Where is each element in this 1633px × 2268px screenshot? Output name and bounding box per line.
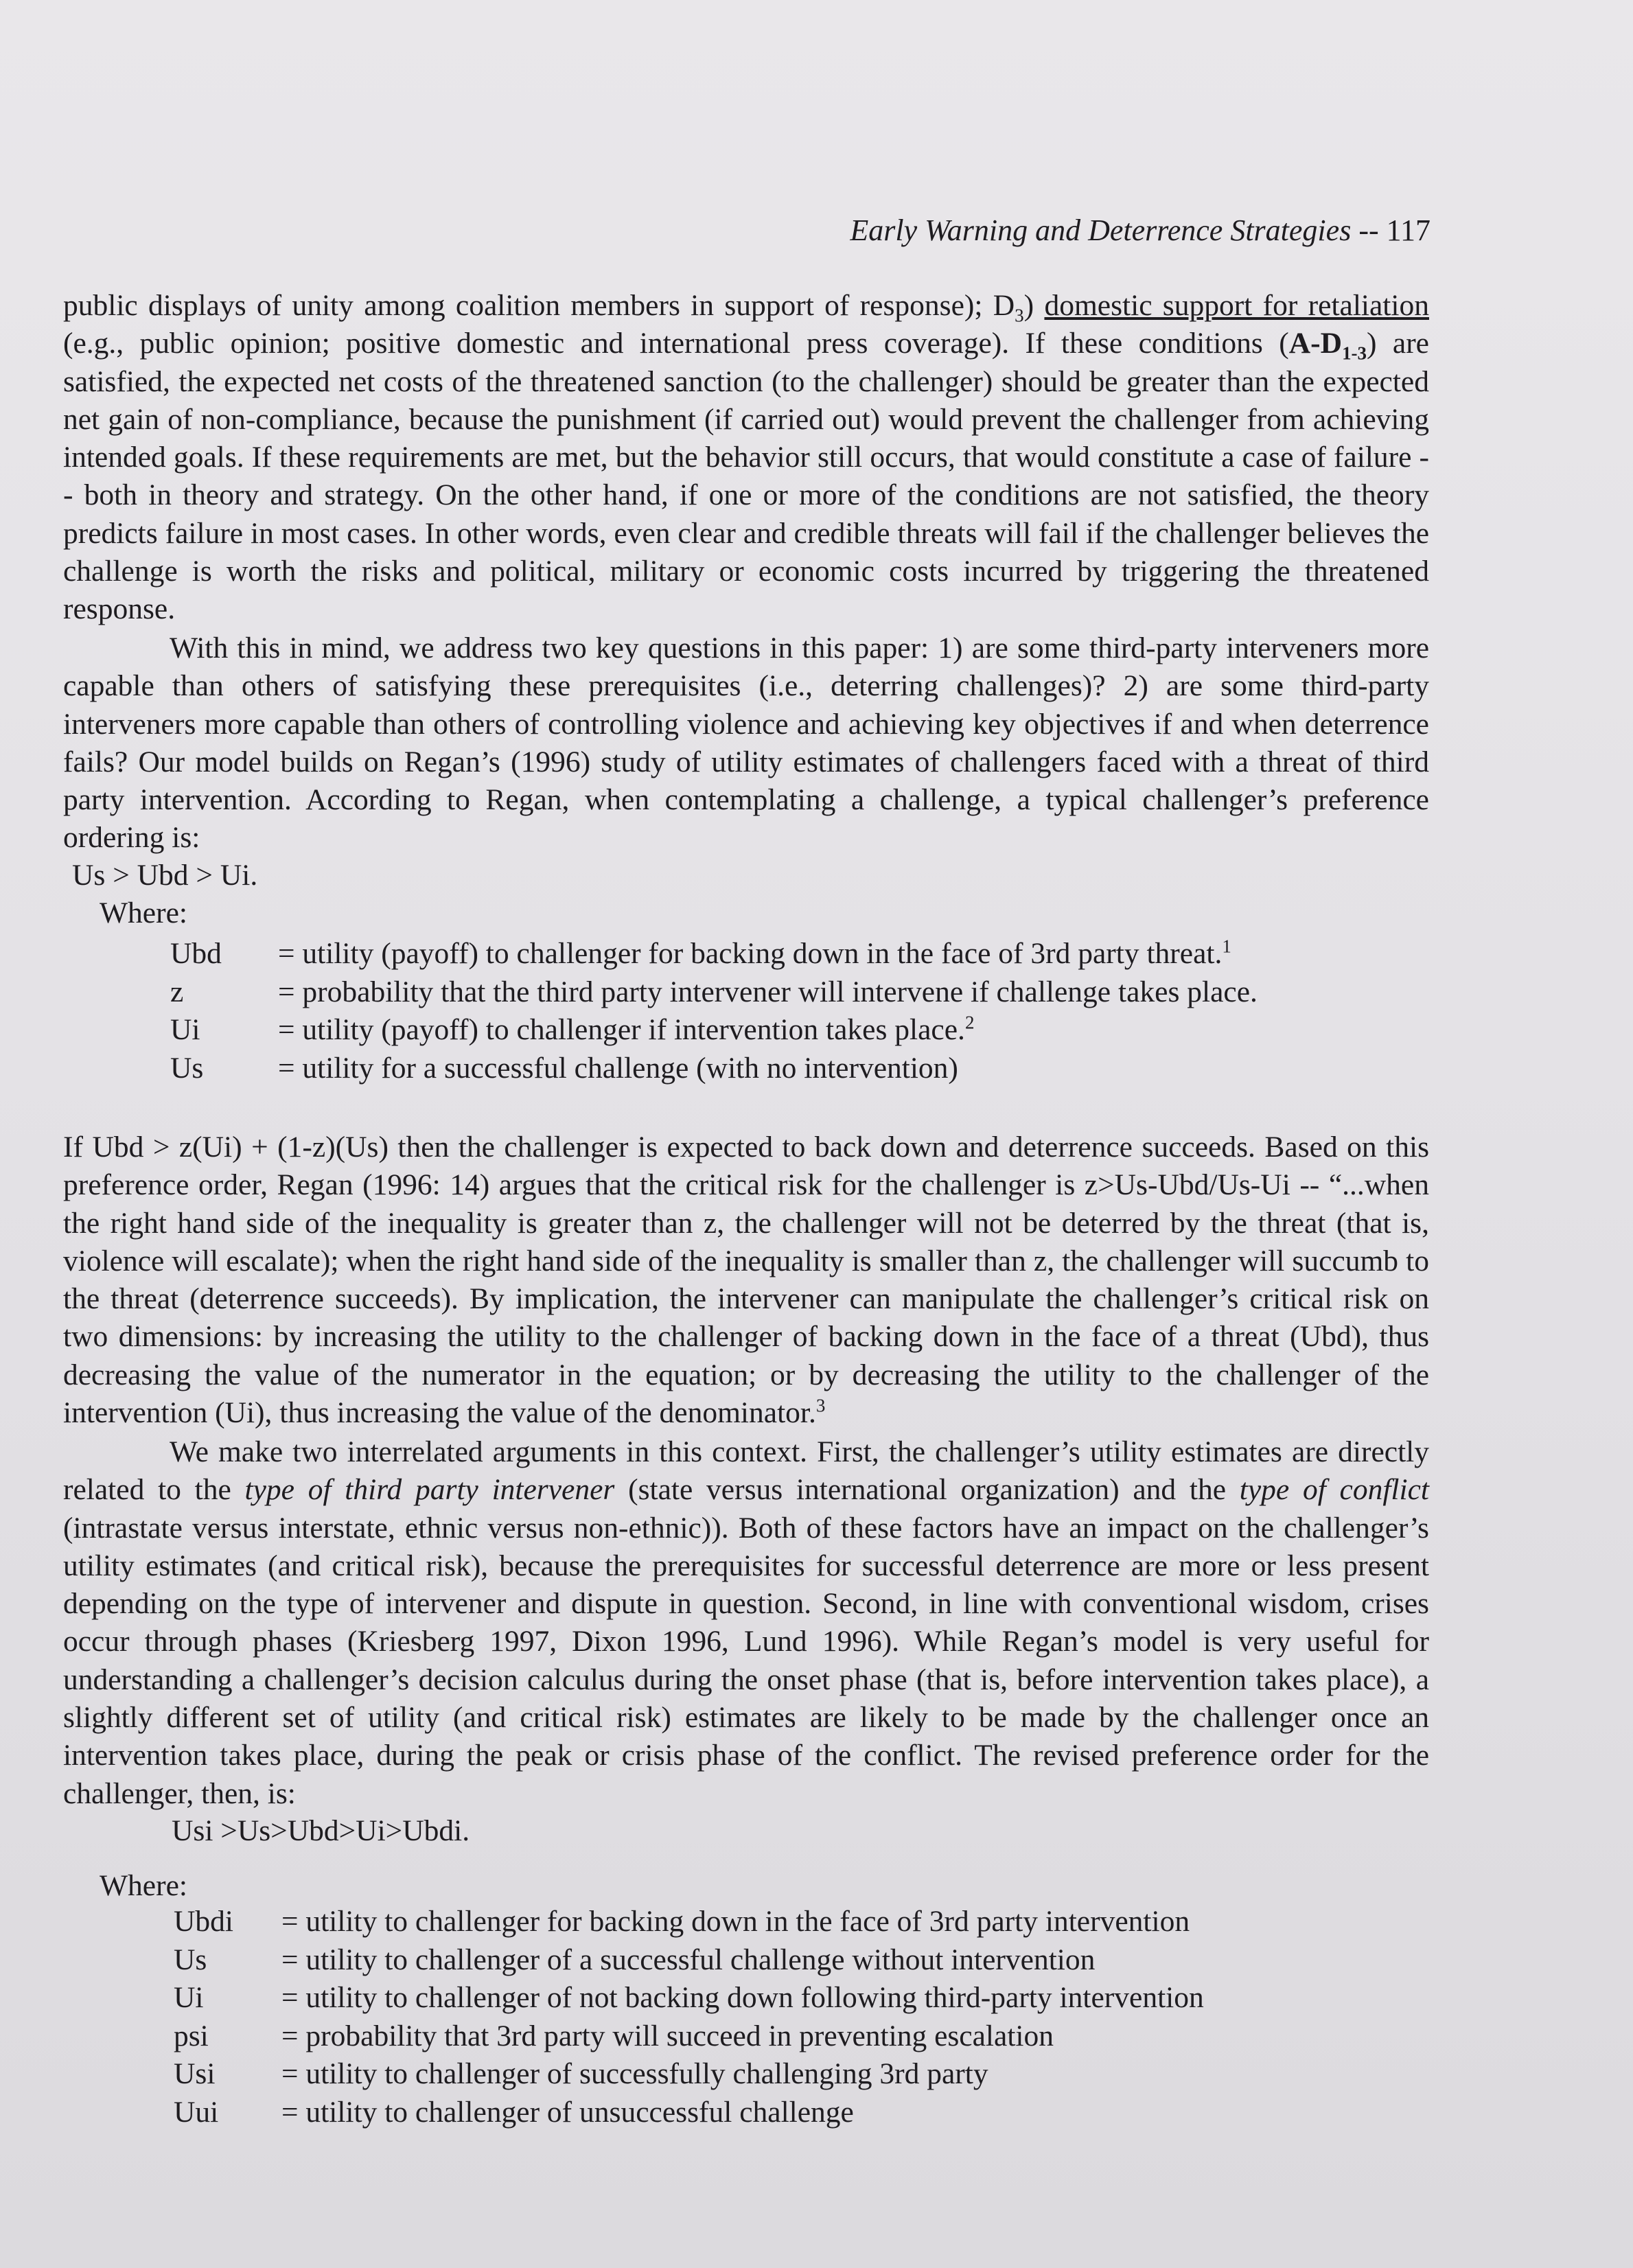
definition-row — [174, 2094, 1409, 2132]
p3-text: If Ubd > z(Ui) + (1-z)(Us) then the challenger is expected to back down and deterrence succeeds. Based on this preference order, Regan (1996: 14) argues that the critical risk for the challenger is z>Us-Ubd/Us-Ui -- “...when the right hand side of the inequality is greater than z, the challenger will not be deterred by the threat (that is, violence will escalate); when the right hand side of the inequality is smaller than z, the challenger will succumb to the threat (deterrence succeeds). By implication, the intervener can manipulate the challenger’s critical risk on two dimensions: by increasing the utility to the challenger of backing down in the face of a threat (Ubd), thus decreasing the value of the numerator in the equation; or by decreasing the utility to the challenger of the intervention (Ui), thus increasing the value of the denominator. — [63, 1131, 1429, 1430]
definition-symbol: psi — [174, 2019, 209, 2052]
definition-symbol: Ubdi — [174, 1905, 233, 1938]
page-number: 117 — [1386, 213, 1431, 247]
definition-symbol: Us — [170, 1051, 204, 1085]
definition-meaning-text: = utility (payoff) to challenger if intervention takes place. — [278, 1013, 965, 1046]
definition-row — [170, 935, 1406, 973]
p1-bold-sub: 1-3 — [1342, 343, 1367, 364]
definition-symbol: Us — [174, 1943, 207, 1976]
p1-text-c: (e.g., public opinion; positive domestic and international press coverage). If these conditions ( — [63, 327, 1289, 360]
p1-bold-label: A-D — [1288, 327, 1343, 360]
paragraph-3 — [63, 1129, 1429, 1432]
p1-text-a: public displays of unity among coalition members in support of response); D — [63, 289, 1015, 322]
definition-meaning: = utility to challenger of unsuccessful challenge — [281, 2095, 854, 2129]
definition-row — [170, 1011, 1406, 1050]
preference-ordering-2: Usi >Us>Ubd>Ui>Ubdi. — [172, 1814, 470, 1847]
definition-row — [174, 1903, 1409, 1941]
p4-text-c: (intrastate versus interstate, ethnic versus non-ethnic)). Both of these factors have an impact on the challenger’s utility estimates (and critical risk), because the prerequisites for successful deterrence are more or less present depending on the type of intervener and dispute in question. Second, in line with conventional wisdom, crises occur through phases (Kriesberg 1997, Dixon 1996, Lund 1996). While Regan’s model is very useful for understanding a challenger’s decision calculus during the onset phase (that is, before intervention takes place), a slightly different set of utility (and critical risk) estimates are likely to be made by the challenger once an intervention takes place, during the peak or crisis phase of the conflict. The revised preference order for the challenger, then, is: — [63, 1511, 1429, 1810]
definitions-list-1 — [170, 935, 1406, 1087]
p4-italic-conflict: type of conflict — [1239, 1473, 1429, 1507]
p1-bold-conditions — [1288, 327, 1367, 364]
definition-row — [174, 2055, 1409, 2094]
definition-meaning: = utility to challenger of a successful challenge without intervention — [281, 1943, 1096, 1976]
p1-underlined-term: domestic support for retaliation — [1044, 289, 1429, 322]
definition-meaning — [278, 935, 1231, 973]
definition-meaning — [278, 973, 1258, 1012]
definition-symbol: Uui — [174, 2095, 219, 2129]
p1-sub-d3: 3 — [1015, 305, 1024, 326]
paragraph-2 — [63, 629, 1429, 857]
definition-meaning: = utility to challenger for backing down in the face of 3rd party intervention — [281, 1905, 1190, 1938]
definition-meaning: = utility to challenger of successfully challenging 3rd party — [281, 2057, 988, 2090]
definition-meaning — [278, 1050, 958, 1088]
where-label-2: Where: — [100, 1869, 187, 1902]
definition-meaning-text: = utility (payoff) to challenger for backing down in the face of 3rd party threat. — [278, 937, 1223, 970]
definition-symbol: Ui — [174, 1981, 204, 2014]
definition-symbol: Usi — [174, 2057, 216, 2090]
running-header-separator: -- — [1351, 213, 1387, 247]
p2-text: With this in mind, we address two key questions in this paper: 1) are some third-party interveners more capable than others of satisfying these prerequisites (i.e., deterring challenges)? 2) are some third-party interveners more capable than others of controlling violence and achieving key objectives if and when deterrence fails? Our model builds on Regan’s (1996) study of utility estimates of challengers faced with a threat of third party intervention. According to Regan, when contemplating a challenge, a typical challenger’s preference ordering is: — [63, 632, 1429, 855]
running-header-title: Early Warning and Deterrence Strategies — [850, 213, 1352, 247]
footnote-ref: 2 — [964, 1012, 975, 1033]
where-label-1: Where: — [100, 896, 187, 929]
paragraph-4 — [63, 1433, 1429, 1813]
definition-row — [174, 1979, 1409, 2017]
definition-row — [174, 2017, 1409, 2056]
definition-meaning: = probability that 3rd party will succeed in preventing escalation — [281, 2019, 1054, 2052]
definitions-list-2 — [174, 1903, 1409, 2131]
running-header — [850, 211, 1431, 250]
p1-text-b: ) — [1023, 289, 1045, 322]
definition-symbol: Ubd — [170, 937, 222, 970]
definition-meaning: = utility to challenger of not backing down following third-party intervention — [281, 1981, 1204, 2014]
definition-meaning-text: = probability that the third party intervener will intervene if challenge takes place. — [278, 975, 1258, 1008]
p4-text-a: We make two interrelated arguments in this context. First, the challenger’s utility estimates are directly related to the — [63, 1435, 1429, 1507]
p1-text-d: ) are satisfied, the expected net costs of the threatened sanction (to the challenger) should be greater than the expected net gain of non-compliance, because the punishment (if carried out) would prevent the challenger from achieving intended goals. If these requirements are met, but the behavior still occurs, that would constitute a case of failure -- both in theory and strategy. On the other hand, if one or more of the conditions are not satisfied, the theory predicts failure in most cases. In other words, even clear and credible threats will fail if the challenger believes the challenge is worth the risks and political, military or economic costs incurred by triggering the threatened response. — [63, 327, 1429, 626]
definition-symbol: z — [170, 975, 184, 1008]
definition-row — [170, 973, 1406, 1012]
footnote-ref: 3 — [815, 1395, 826, 1416]
definition-row — [170, 1050, 1406, 1088]
definition-row — [174, 1941, 1409, 1980]
definition-meaning — [278, 1011, 974, 1050]
p4-italic-intervener: type of third party intervener — [244, 1473, 615, 1507]
definition-symbol: Ui — [170, 1013, 200, 1046]
definition-meaning-text: = utility for a successful challenge (with no intervention) — [278, 1051, 958, 1085]
footnote-ref: 1 — [1222, 936, 1231, 957]
paragraph-1 — [63, 287, 1429, 629]
preference-ordering-1: Us > Ubd > Ui. — [72, 859, 258, 892]
p4-text-b: (state versus international organization) and the — [614, 1473, 1240, 1507]
